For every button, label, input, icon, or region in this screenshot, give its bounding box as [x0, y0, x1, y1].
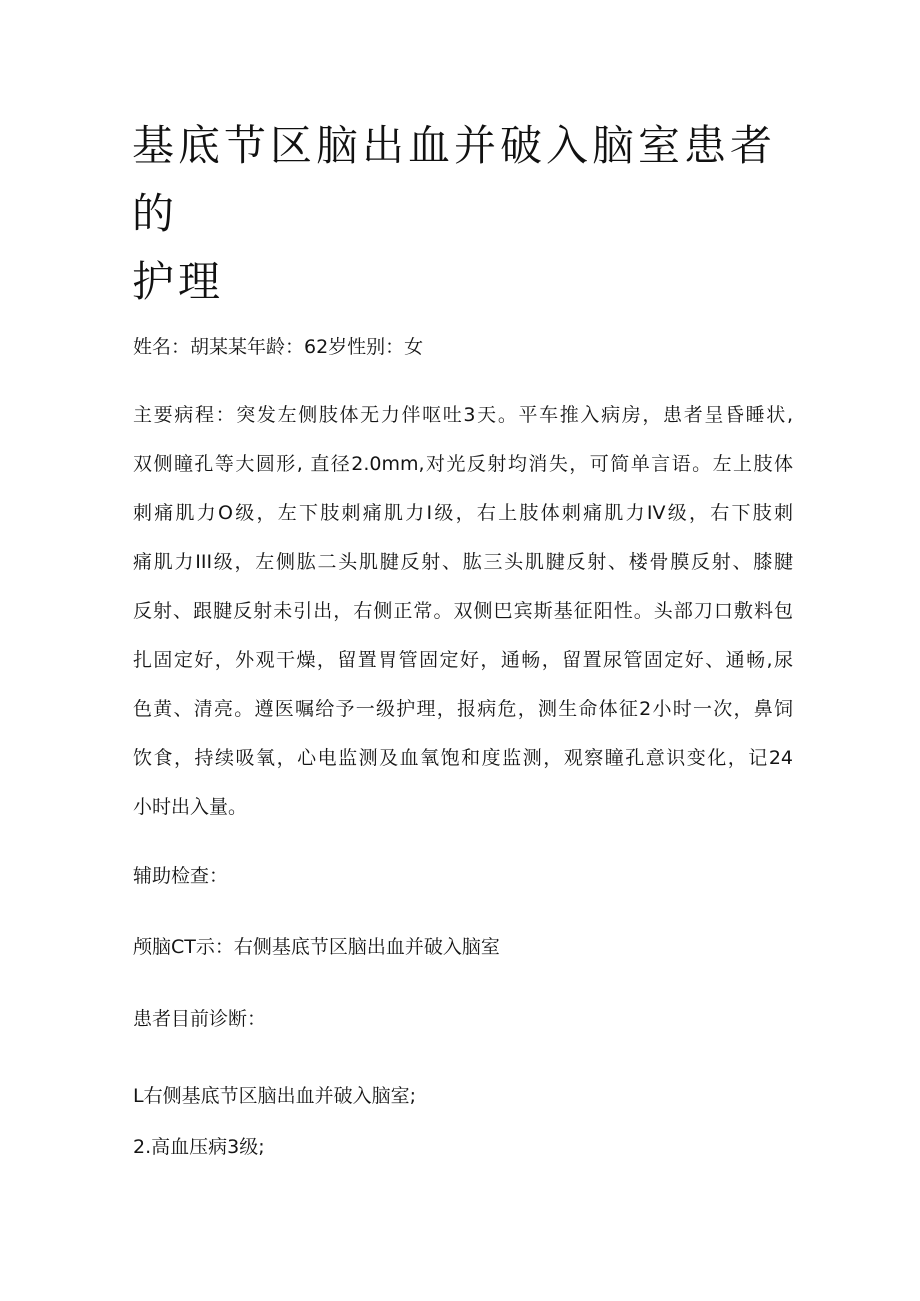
title-line-1: 基底节区脑出血并破入脑室患者的 — [132, 121, 777, 238]
diagnosis-item-2: 2.高血压病3级; — [133, 1136, 265, 1158]
course-line: 反射、跟腱反射未引出，右侧正常。双侧巴宾斯基征阳性。头部刀口敷料包 — [133, 600, 793, 622]
course-line: 色黄、清亮。遵医嘱给予一级护理，报病危，测生命体征2小时一次，鼻饲 — [133, 698, 793, 720]
document-title — [132, 112, 812, 316]
main-course-paragraph — [133, 400, 793, 841]
course-line: 痛肌力III级，左侧肱二头肌腱反射、肱三头肌腱反射、楼骨膜反射、膝腱 — [133, 551, 793, 573]
diagnosis-item-1: L右侧基底节区脑出血并破入脑室; — [133, 1085, 416, 1107]
course-line: 双侧瞳孔等大圆形, 直径2.0mm,对光反射均消失，可简单言语。左上肢体 — [133, 453, 793, 475]
ct-result: 颅脑CT示：右侧基底节区脑出血并破入脑室 — [133, 936, 500, 958]
course-line: 扎固定好，外观干燥，留置胃管固定好，通畅，留置尿管固定好、通畅,尿 — [133, 649, 793, 671]
patient-info: 姓名：胡某某年龄：62岁性别：女 — [133, 336, 424, 358]
diagnosis-heading: 患者目前诊断： — [133, 1008, 267, 1030]
title-line-2: 护理 — [132, 257, 225, 306]
course-line: 刺痛肌力O级，左下肢刺痛肌力I级，右上肢体刺痛肌力IV级，右下肢刺 — [133, 502, 793, 524]
course-line: 主要病程：突发左侧肢体无力伴呕吐3天。平车推入病房，患者呈昏睡状, — [133, 404, 793, 426]
course-line: 饮食，持续吸氧，心电监测及血氧饱和度监测，观察瞳孔意识变化，记24 — [133, 747, 793, 769]
course-line: 小时出入量。 — [133, 796, 248, 818]
aux-exam-heading: 辅助检查： — [133, 865, 229, 887]
